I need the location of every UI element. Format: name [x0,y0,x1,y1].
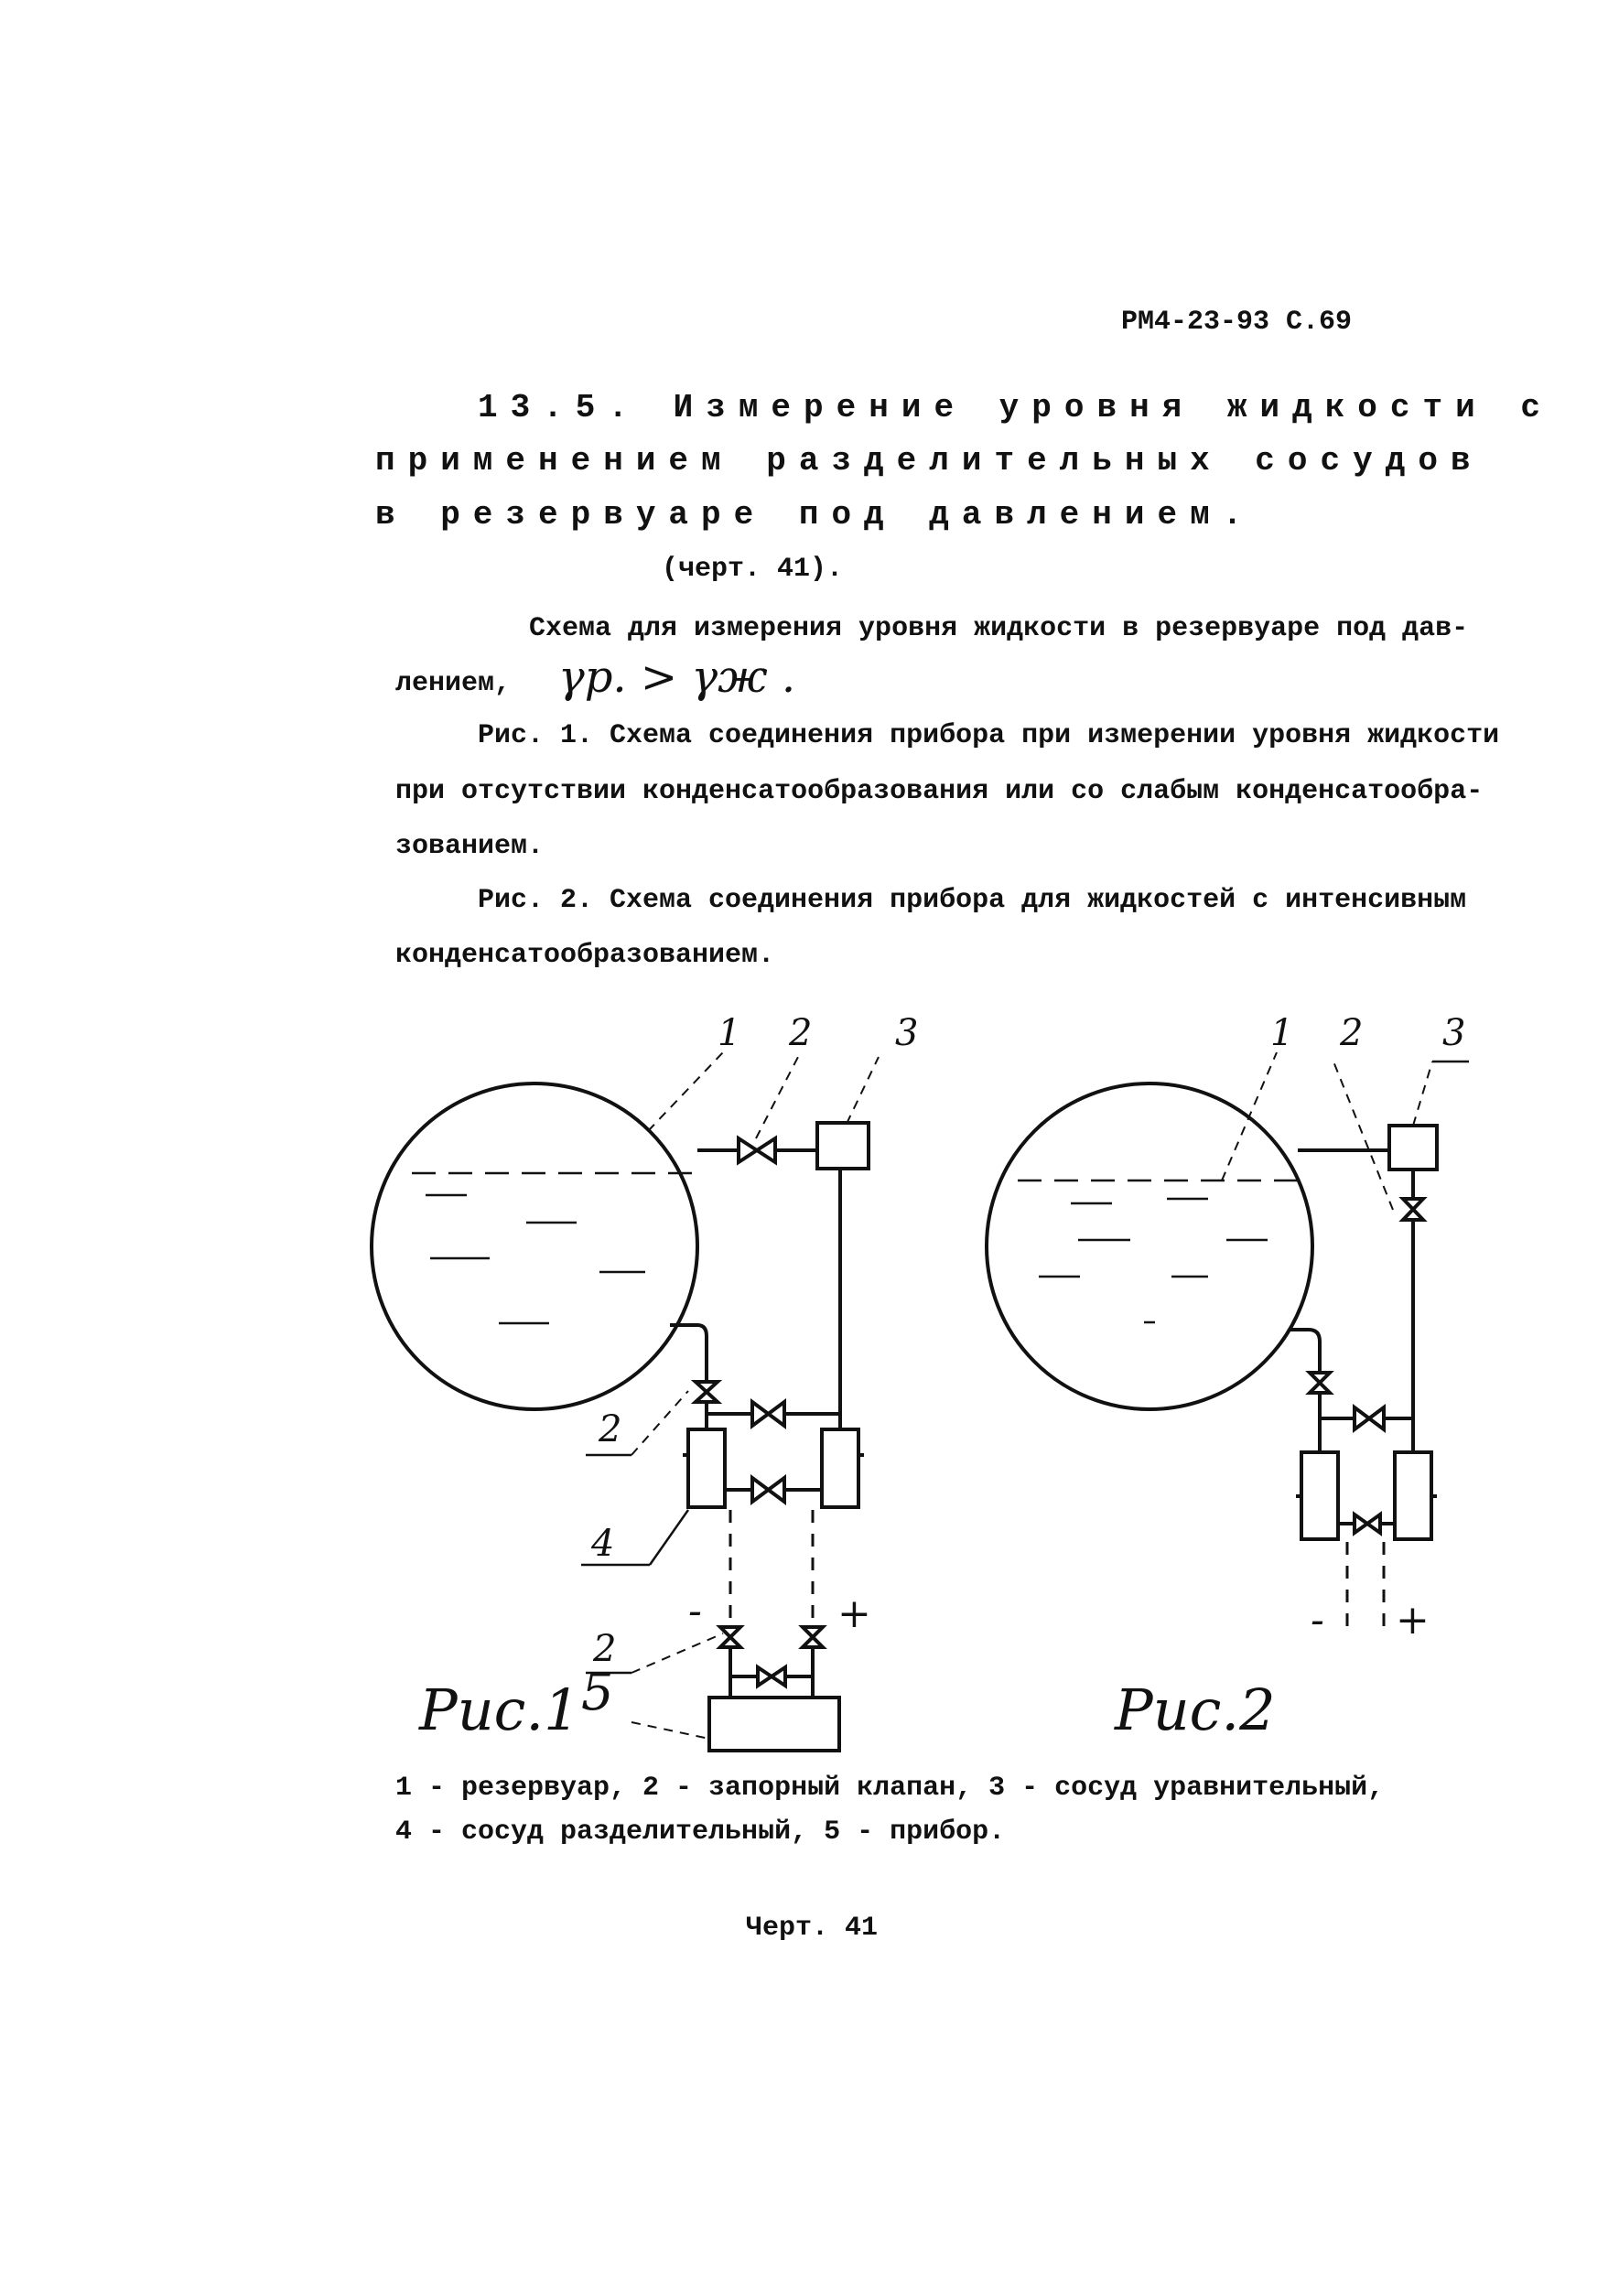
fig2-liquid-hatch [1039,1199,1268,1322]
fig2-valve-top [1403,1199,1423,1220]
fig1-description-line-2: при отсутствии конденсатообразования или со слабым конденсатообра- [395,776,1484,807]
fig1-reservoir [372,1083,697,1409]
fig1-minus-sign: - [688,1588,702,1634]
fig1-description-line-1: Рис. 1. Схема соединения прибора при измерении уровня жидкости [478,720,1500,751]
drawing-number: Черт. 41 [746,1913,879,1944]
fig2-description-line-1: Рис. 2. Схема соединения прибора для жидкостей с интенсивным [478,885,1467,916]
fig2-description-line-2: конденсатообразованием. [395,940,775,971]
fig2-leaders [1222,1052,1432,1210]
fig1-label-2: 2 [789,1012,813,1054]
fig1-label-4: 4 [591,1523,615,1565]
intro-line-2: лением, [395,668,512,699]
fig1-valve-left [696,1382,718,1402]
fig1-plus-sign: + [837,1590,871,1637]
section-title-line-3: в резервуаре под давлением. [375,496,1256,534]
section-drawing-ref: (черт. 41). [662,554,844,585]
fig1-label-3: 3 [895,1012,919,1054]
legend-line-1: 1 - резервуар, 2 - запорный клапан, 3 - сосуд уравнительный, [395,1773,1385,1804]
fig1-label-1: 1 [718,1012,741,1054]
fig1-description-line-3: зованием. [395,831,545,862]
fig1-valves-instrument [720,1627,823,1698]
fig1-separating-vessel-left [688,1429,725,1507]
fig1-valve-mid-lower [752,1478,784,1502]
density-formula: γр. > γж . [558,652,796,703]
fig2-caption: Рис.2 [1115,1676,1276,1743]
legend-line-2: 4 - сосуд разделительный, 5 - прибор. [395,1816,1006,1848]
figure-2 [987,1052,1469,1633]
fig1-label-2-instrument: 2 [593,1628,617,1670]
figure-1 [372,1052,879,1751]
fig2-valve-mid [1355,1407,1384,1429]
intro-line-1: Схема для измерения уровня жидкости в резервуаре под дав- [529,613,1469,644]
fig1-label-2-valve: 2 [599,1408,622,1450]
section-title-line-1: 13.5. Измерение уровня жидкости с [478,389,1553,426]
fig2-plus-sign: + [1396,1597,1430,1644]
fig1-equalizing-vessel [817,1123,869,1169]
fig2-minus-sign: - [1311,1597,1324,1644]
fig1-valve-top [739,1138,775,1162]
document-code: РМ4-23-93 С.69 [1121,307,1353,338]
fig1-caption: Рис.1 [419,1676,580,1743]
fig1-valve-mid-upper [752,1402,784,1426]
fig2-impulse-lines [1347,1542,1384,1633]
fig2-valve-bottom [1355,1514,1380,1533]
fig2-equalizing-vessel [1389,1126,1437,1170]
fig1-liquid-hatch [426,1195,645,1323]
fig2-reservoir [987,1083,1312,1409]
section-title-line-2: применением разделительных сосудов [375,442,1484,480]
fig1-label-5: 5 [581,1663,614,1722]
fig2-valve-left [1310,1373,1330,1393]
fig2-label-1: 1 [1270,1012,1294,1054]
fig2-separating-vessel-right [1395,1452,1431,1539]
fig2-label-2: 2 [1340,1012,1364,1054]
fig1-impulse-lines [730,1510,813,1624]
fig1-instrument [709,1698,839,1751]
fig2-label-3: 3 [1442,1012,1466,1054]
fig1-separating-vessel-right [822,1429,858,1507]
fig2-separating-vessel-left [1301,1452,1338,1539]
